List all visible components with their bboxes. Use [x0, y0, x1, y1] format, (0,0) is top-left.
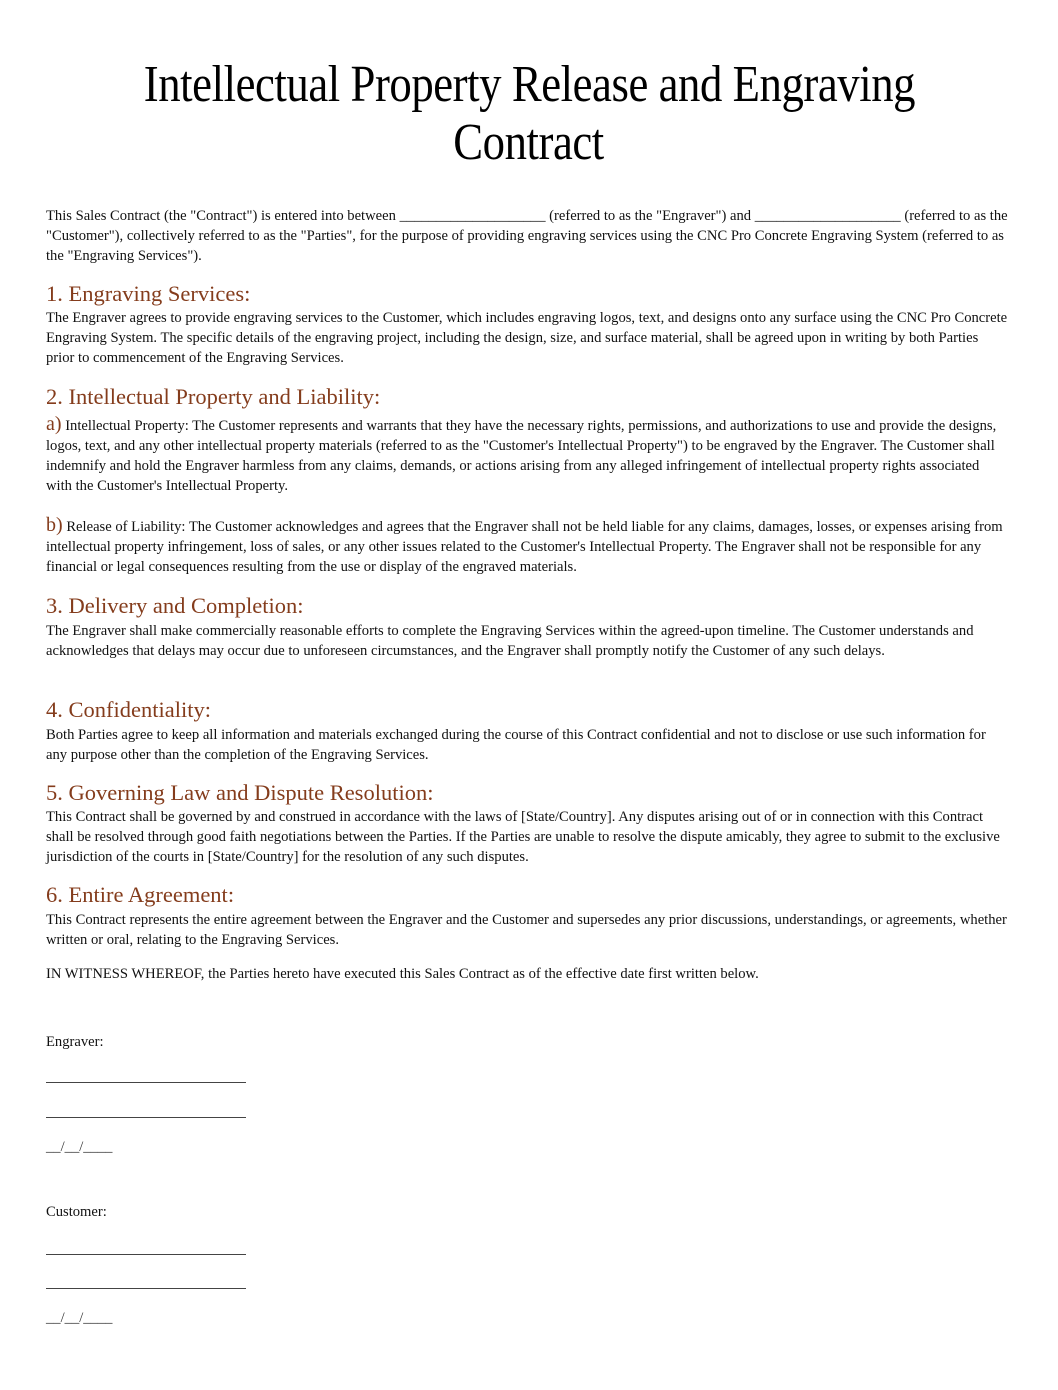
section-1-text: The Engraver agrees to provide engraving services to the Customer, which includes engraving logos, text, and designs onto any surface using the CNC Pro Concrete Engraving System. The specific details of the engraving project, including the design, size, and surface material, shall be agreed upon in writing by both Parties prior to commencement of the Engraving Services. [46, 310, 1008, 366]
engraver-signature-line[interactable] [46, 1082, 246, 1083]
section-5-text: This Contract shall be governed by and construed in accordance with the laws of [State/Country]. Any disputes arising out of or in connection with this Contract shall be resolved through good faith negotiations between the Parties. If the Parties are unable to resolve the dispute amicably, they agree to submit to the exclusive jurisdiction of the courts in [State/Country] for the resolution of any such disputes. [46, 809, 1000, 865]
section-2a-letter: a) [46, 413, 62, 435]
section-6-heading: 6. Entire Agreement: [46, 882, 235, 907]
customer-signature-line[interactable] [46, 1254, 246, 1255]
section-4-heading: 4. Confidentiality: [46, 697, 211, 722]
customer-name-line[interactable] [46, 1288, 246, 1289]
section-2a-text: Intellectual Property: The Customer represents and warrants that they have the necessary rights, permissions, and authorizations to use and provide the designs, logos, text, and any other intellectual property materials (referred to as the "Customer's Intellectual Property") to be engraved by the Engraver. The Customer shall indemnify and hold the Engraver harmless from any claims, demands, or actions arising from any alleged infringement of intellectual property rights associated with the Customer's Intellectual Property. [46, 418, 997, 494]
witness-statement: IN WITNESS WHEREOF, the Parties hereto have executed this Sales Contract as of the effective date first written below. [46, 966, 759, 982]
section-2a-paragraph [46, 414, 1008, 496]
section-3-heading: 3. Delivery and Completion: [46, 593, 304, 618]
customer-label: Customer: [46, 1204, 107, 1220]
engraver-label: Engraver: [46, 1034, 104, 1050]
intro-text-1: This Sales Contract (the "Contract") is entered into between [46, 208, 400, 224]
engraver-name-line[interactable] [46, 1117, 246, 1118]
section-5-heading: 5. Governing Law and Dispute Resolution: [46, 780, 434, 805]
intro-text-2: (referred to as the "Engraver") and [545, 208, 755, 224]
section-6-text: This Contract represents the entire agreement between the Engraver and the Customer and supersedes any prior discussions, understandings, or agreements, whether written or oral, relating to the Engraving Services. [46, 912, 1007, 948]
engraver-name-blank[interactable]: ____________________ [399, 208, 546, 224]
section-3-text: The Engraver shall make commercially reasonable efforts to complete the Engraving Services within the agreed-upon timeline. The Customer understands and acknowledges that delays may occur due to unforeseen circumstances, and the Engraver shall promptly notify the Customer of any such delays. [46, 623, 974, 659]
section-2b-text: Release of Liability: The Customer acknowledges and agrees that the Engraver shall not be held liable for any claims, damages, losses, or expenses arising from intellectual property infringement, loss of sales, or any other issues related to the Customer's Intellectual Property. The Engraver shall not be responsible for any financial or legal consequences resulting from the use or display of the engraved materials. [46, 519, 1003, 575]
section-2-heading: 2. Intellectual Property and Liability: [46, 384, 381, 409]
title-line-2: Contract [453, 114, 605, 171]
section-2b-paragraph [46, 515, 1008, 577]
customer-name-blank[interactable]: ____________________ [754, 208, 901, 224]
title-line-1: Intellectual Property Release and Engraving [143, 56, 915, 113]
section-4-text: Both Parties agree to keep all information and materials exchanged during the course of this Contract confidential and not to disclose or use such information for any purpose other than the completion of the Engraving Services. [46, 727, 986, 763]
intro-paragraph [46, 206, 1008, 266]
section-2b-letter: b) [46, 514, 63, 536]
intro-text-3: (referred to as the "Customer"), collectively referred to as the "Parties", for the purpose of providing engraving services using the CNC Pro Concrete Engraving System (referred to as the "Engraving Services"). [46, 208, 1008, 264]
document-title [46, 56, 1012, 172]
engraver-date-field[interactable]: __/__/____ [46, 1139, 113, 1155]
customer-date-field[interactable]: __/__/____ [46, 1310, 113, 1326]
section-1-heading: 1. Engraving Services: [46, 281, 251, 306]
